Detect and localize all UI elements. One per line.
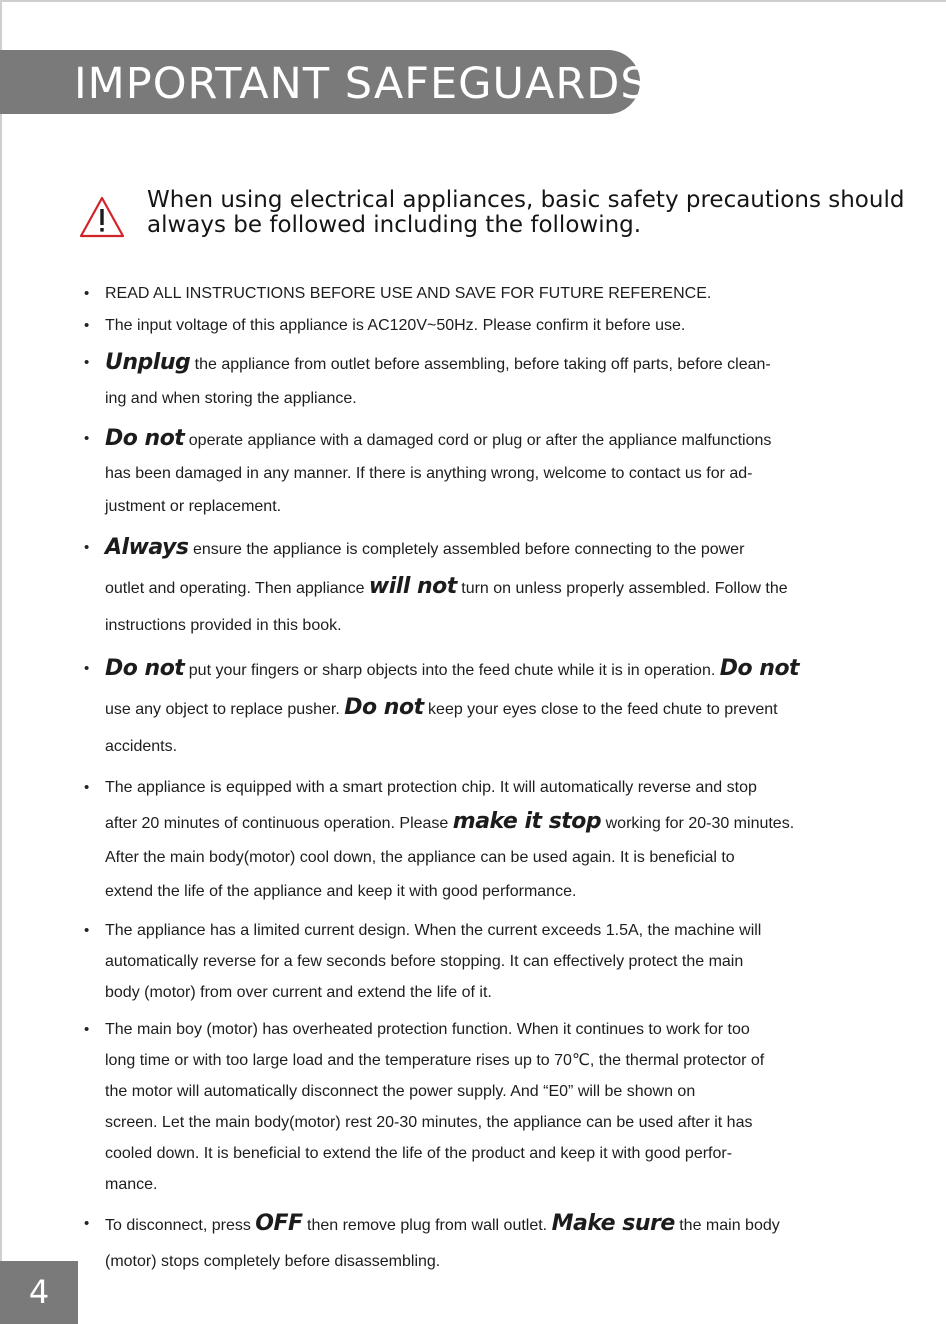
emphasis: Do not: [105, 656, 185, 681]
item-text: use any object to replace pusher.: [105, 701, 345, 718]
list-item: [84, 650, 874, 765]
list-item: [84, 771, 874, 909]
warning-icon: [79, 196, 125, 238]
emphasis: Make sure: [551, 1211, 675, 1236]
list-item: [84, 529, 874, 644]
item-text: After the main body(motor) cool down, the appliance can be used again. It is beneficial to: [105, 849, 735, 866]
item-text: turn on unless properly assembled. Follow the: [456, 580, 788, 597]
intro-line: When using electrical appliances, basic safety precautions should: [147, 187, 905, 213]
item-text: • The appliance is equipped with a smart protection chip. It will automatically reverse and stop: [105, 779, 757, 796]
item-text: ing and when storing the appliance.: [105, 390, 357, 407]
item-text: keep your eyes close to the feed chute to prevent: [423, 701, 778, 718]
item-text: cooled down. It is beneficial to extend the life of the product and keep it with good perfor-: [105, 1145, 733, 1162]
item-text: • The main boy (motor) has overheated protection function. When it continues to work for too: [105, 1021, 750, 1038]
item-text: screen. Let the main body(motor) rest 20-30 minutes, the appliance can be used after it has: [105, 1114, 753, 1131]
item-text: then remove plug from wall outlet.: [302, 1217, 552, 1234]
item-text: the appliance from outlet before assembling, before taking off parts, before clean-: [190, 356, 771, 373]
emphasis: Do not: [105, 426, 185, 451]
item-text: outlet and operating. Then appliance: [105, 580, 369, 597]
safeguards-list: [84, 282, 874, 1286]
item-text: extend the life of the appliance and keep it with good performance.: [105, 883, 577, 900]
intro-line: always be followed including the following.: [147, 212, 642, 238]
item-text: the main body: [674, 1217, 780, 1234]
left-border: [0, 0, 2, 1324]
item-text: working for 20-30 minutes.: [601, 815, 795, 832]
page-number: 4: [28, 1273, 50, 1311]
item-text: • READ ALL INSTRUCTIONS BEFORE USE AND SAVE FOR FUTURE REFERENCE.: [105, 285, 712, 302]
list-item: [84, 1206, 874, 1280]
item-text: long time or with too large load and the temperature rises up to 70℃, the thermal protector of: [105, 1052, 765, 1069]
item-text: after 20 minutes of continuous operation. Please: [105, 815, 453, 832]
emphasis: Unplug: [105, 350, 191, 375]
item-text: put your fingers or sharp objects into the feed chute while it is in operation.: [184, 662, 720, 679]
emphasis: make it stop: [452, 809, 602, 834]
item-text: (motor) stops completely before disassembling.: [105, 1253, 441, 1270]
list-item: [84, 282, 874, 306]
item-text: To disconnect, press: [105, 1217, 256, 1234]
item-text: the motor will automatically disconnect the power supply. And “E0” will be shown on: [105, 1083, 696, 1100]
item-text: ensure the appliance is completely assembled before connecting to the power: [188, 541, 745, 558]
list-item: [84, 1014, 874, 1200]
emphasis: Always: [105, 535, 189, 560]
list-item: [84, 346, 874, 416]
item-text: operate appliance with a damaged cord or plug or after the appliance malfunctions: [184, 432, 772, 449]
item-text: • The input voltage of this appliance is AC120V~50Hz. Please confirm it before use.: [105, 317, 686, 334]
item-text: justment or replacement.: [105, 498, 282, 515]
emphasis: Do not: [344, 695, 424, 720]
top-border: [0, 0, 946, 2]
item-text: automatically reverse for a few seconds before stopping. It can effectively protect the main: [105, 953, 744, 970]
item-text: has been damaged in any manner. If there is anything wrong, welcome to contact us for ad-: [105, 465, 753, 482]
emphasis: Do not: [719, 656, 800, 681]
emphasis: OFF: [255, 1211, 303, 1236]
list-item: [84, 314, 874, 338]
item-text: mance.: [105, 1176, 158, 1193]
list-item: [84, 422, 874, 523]
item-text: • The appliance has a limited current design. When the current exceeds 1.5A, the machine will: [105, 922, 762, 939]
item-text: body (motor) from over current and extend the life of it.: [105, 984, 492, 1001]
list-item: [84, 915, 874, 1008]
emphasis: will not: [368, 574, 457, 599]
page-title: IMPORTANT SAFEGUARDS: [74, 59, 649, 109]
item-text: instructions provided in this book.: [105, 617, 342, 634]
intro-text: [147, 187, 905, 238]
item-text: accidents.: [105, 738, 178, 755]
